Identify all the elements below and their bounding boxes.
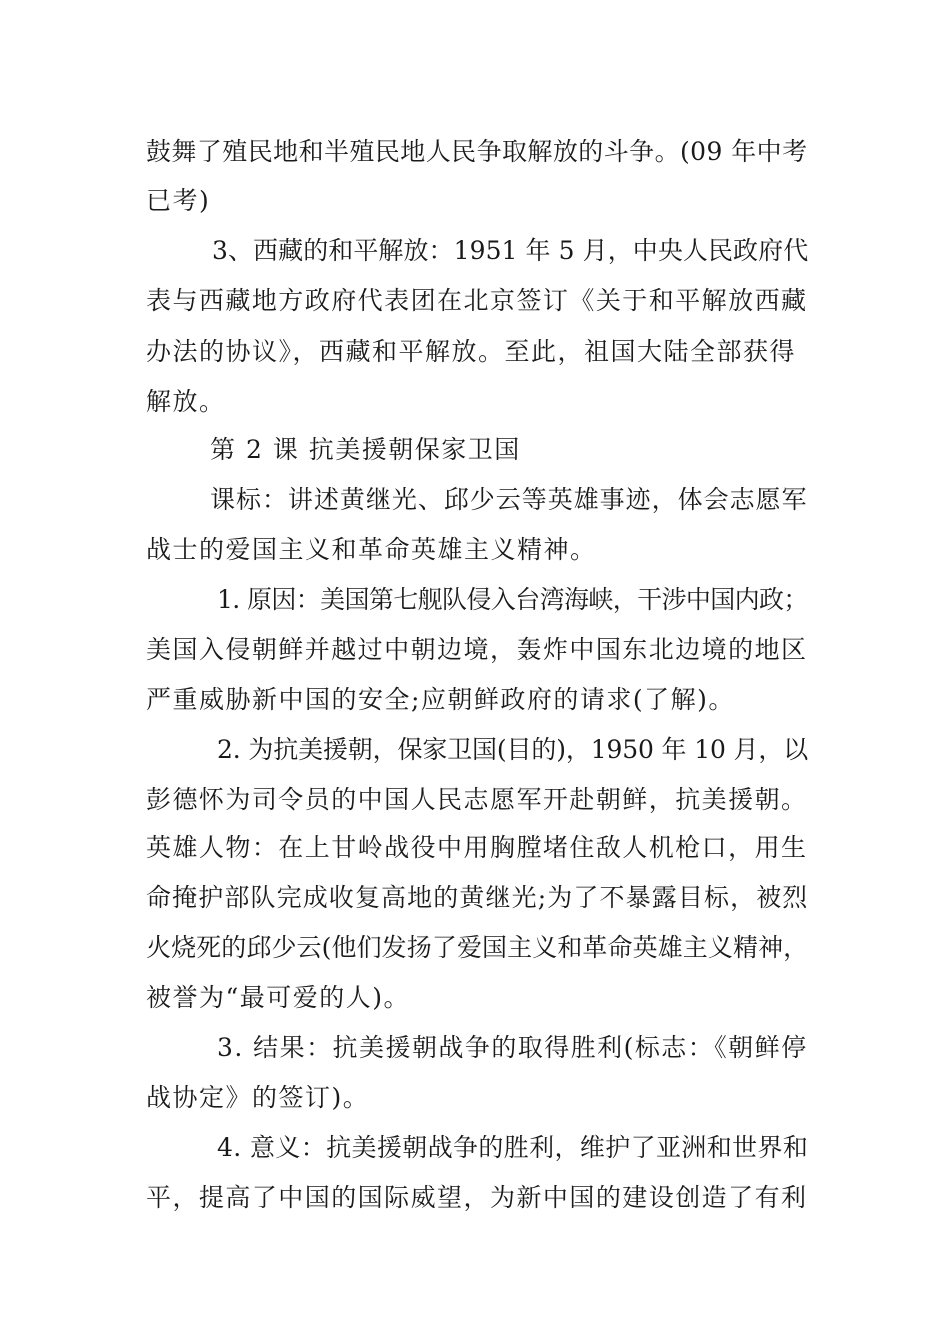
text-line: 鼓舞了殖民地和半殖民地人民争取解放的斗争。(09 年中考 xyxy=(146,137,808,166)
text-line: 课标：讲述黄继光、邱少云等英雄事迹，体会志愿军 xyxy=(210,485,808,514)
text-line: 火烧死的邱少云(他们发扬了爱国主义和革命英雄主义精神， xyxy=(146,933,809,962)
text-line: 3. 结果：抗美援朝战争的取得胜利(标志：《朝鲜停 xyxy=(217,1033,808,1062)
text-line: 平，提高了中国的国际威望，为新中国的建设创造了有利 xyxy=(146,1183,808,1212)
text-line: 表与西藏地方政府代表团在北京签订《关于和平解放西藏 xyxy=(146,286,808,315)
text-line: 命掩护部队完成收复高地的黄继光;为了不暴露目标，被烈 xyxy=(146,883,809,912)
text-line: 1. 原因：美国第七舰队侵入台湾海峡，干涉中国内政； xyxy=(217,585,808,614)
text-line: 已考) xyxy=(146,186,211,215)
text-line: 彭德怀为司令员的中国人民志愿军开赴朝鲜，抗美援朝。 xyxy=(146,785,808,814)
text-line: 英雄人物：在上甘岭战役中用胸膛堵住敌人机枪口，用生 xyxy=(146,833,808,862)
text-line: 4. 意义：抗美援朝战争的胜利，维护了亚洲和世界和 xyxy=(217,1133,809,1162)
text-line: 战协定》的签订)。 xyxy=(146,1083,370,1112)
text-line: 美国入侵朝鲜并越过中朝边境，轰炸中国东北边境的地区 xyxy=(146,635,808,664)
text-line: 战士的爱国主义和革命英雄主义精神。 xyxy=(146,535,597,564)
text-line: 解放。 xyxy=(146,387,226,416)
text-line: 3、西藏的和平解放：1951 年 5 月，中央人民政府代 xyxy=(212,236,809,265)
text-line: 办法的协议》，西藏和平解放。至此，祖国大陆全部获得 xyxy=(146,337,797,366)
text-line: 严重威胁新中国的安全;应朝鲜政府的请求(了解)。 xyxy=(146,685,735,714)
section-heading: 第 2 课 抗美援朝保家卫国 xyxy=(210,435,521,464)
text-line: 被誉为“最可爱的人)。 xyxy=(146,983,411,1012)
text-line: 2. 为抗美援朝，保家卫国(目的)，1950 年 10 月，以 xyxy=(217,735,809,764)
